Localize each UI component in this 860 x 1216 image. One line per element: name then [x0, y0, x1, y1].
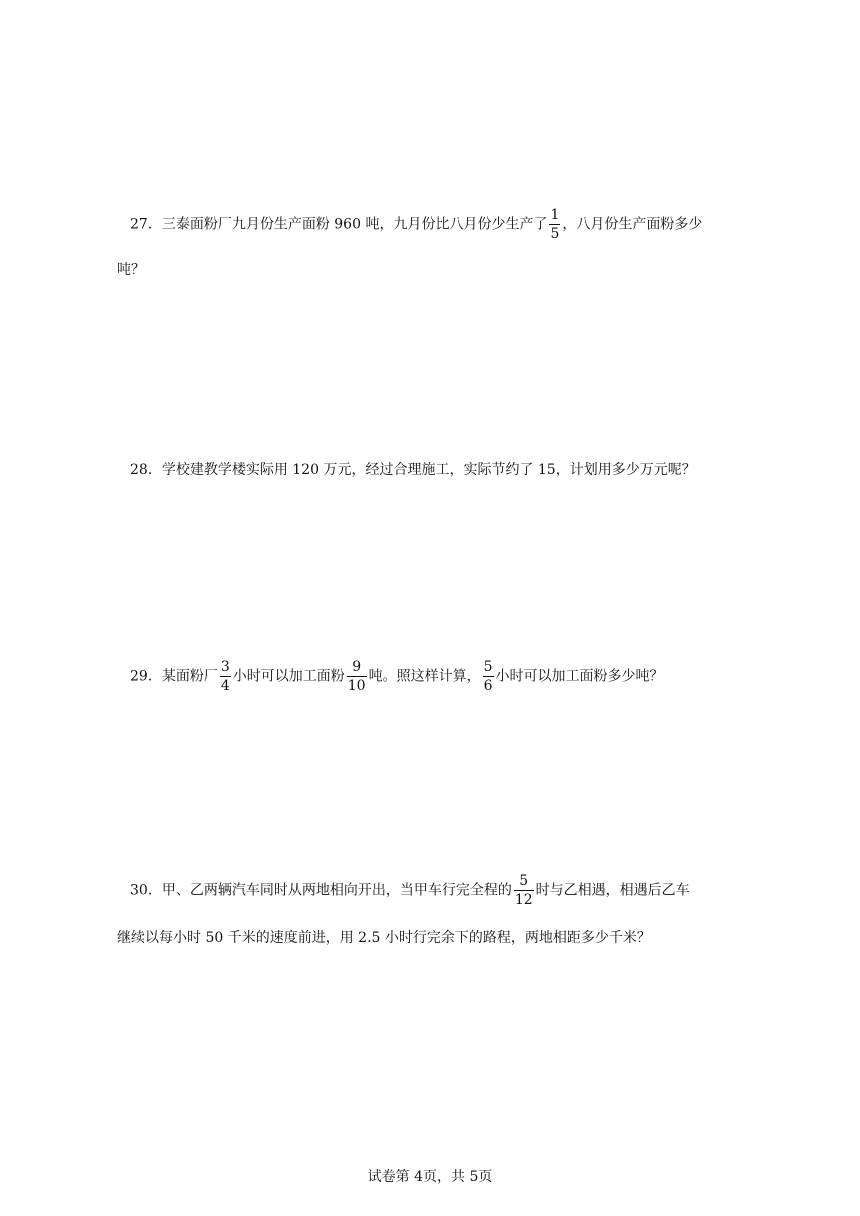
question-30-line-2	[117, 930, 651, 947]
fraction-numerator: 5	[519, 873, 529, 889]
fraction-bar	[220, 676, 231, 677]
fraction-denominator: 4	[220, 678, 230, 694]
fraction-numerator: 9	[352, 659, 362, 675]
fraction-bar	[514, 890, 534, 891]
question-text: 继续以每小时 50 千米的速度前进，用 2.5 小时行完余下的路程，两地相距多少千米？	[117, 930, 651, 946]
question-text: 小时可以加工面粉多少吨？	[495, 668, 664, 685]
question-text: 吨？	[117, 262, 145, 278]
question-text: 小时可以加工面粉	[232, 668, 345, 685]
fraction-bar	[549, 224, 560, 225]
fraction-numerator: 5	[483, 659, 493, 675]
fraction	[549, 208, 560, 241]
question-text: 吨。照这样计算，	[368, 668, 481, 685]
fraction	[483, 660, 494, 693]
question-text: 三泰面粉厂九月份生产面粉 960 吨，九月份比八月份少生产了	[161, 216, 548, 233]
question-27-line-2	[117, 262, 145, 279]
fraction-bar	[483, 676, 494, 677]
question-text: 学校建教学楼实际用 120 万元，经过合理施工，实际节约了 15，计划用多少万元呢？	[161, 462, 696, 478]
question-text: ，八月份生产面粉多少	[562, 216, 703, 233]
question-27-line-1	[130, 208, 702, 241]
question-text: 某面粉厂	[161, 668, 218, 685]
question-number: 29．	[130, 668, 162, 685]
question-text: 时与乙相遇，相遇后乙车	[535, 882, 690, 899]
fraction-numerator: 3	[220, 659, 230, 675]
fraction-denominator: 6	[483, 678, 493, 694]
question-text: 甲、乙两辆汽车同时从两地相向开出，当甲车行完全程的	[161, 882, 512, 899]
question-30-line-1	[130, 874, 690, 907]
question-28-line-1	[130, 462, 696, 479]
fraction-bar	[347, 676, 367, 677]
fraction	[347, 660, 367, 693]
page-footer	[0, 1166, 860, 1186]
question-number: 30．	[130, 882, 162, 899]
question-number: 27．	[130, 216, 162, 233]
fraction	[220, 660, 231, 693]
page-number-label: 试卷第 4页，共 5页	[367, 1169, 493, 1185]
fraction	[514, 874, 534, 907]
fraction-numerator: 1	[550, 207, 560, 223]
fraction-denominator: 5	[550, 226, 560, 242]
question-29-line-1	[130, 660, 664, 693]
fraction-denominator: 10	[347, 678, 366, 694]
question-number: 28．	[130, 462, 162, 478]
fraction-denominator: 12	[514, 892, 533, 908]
